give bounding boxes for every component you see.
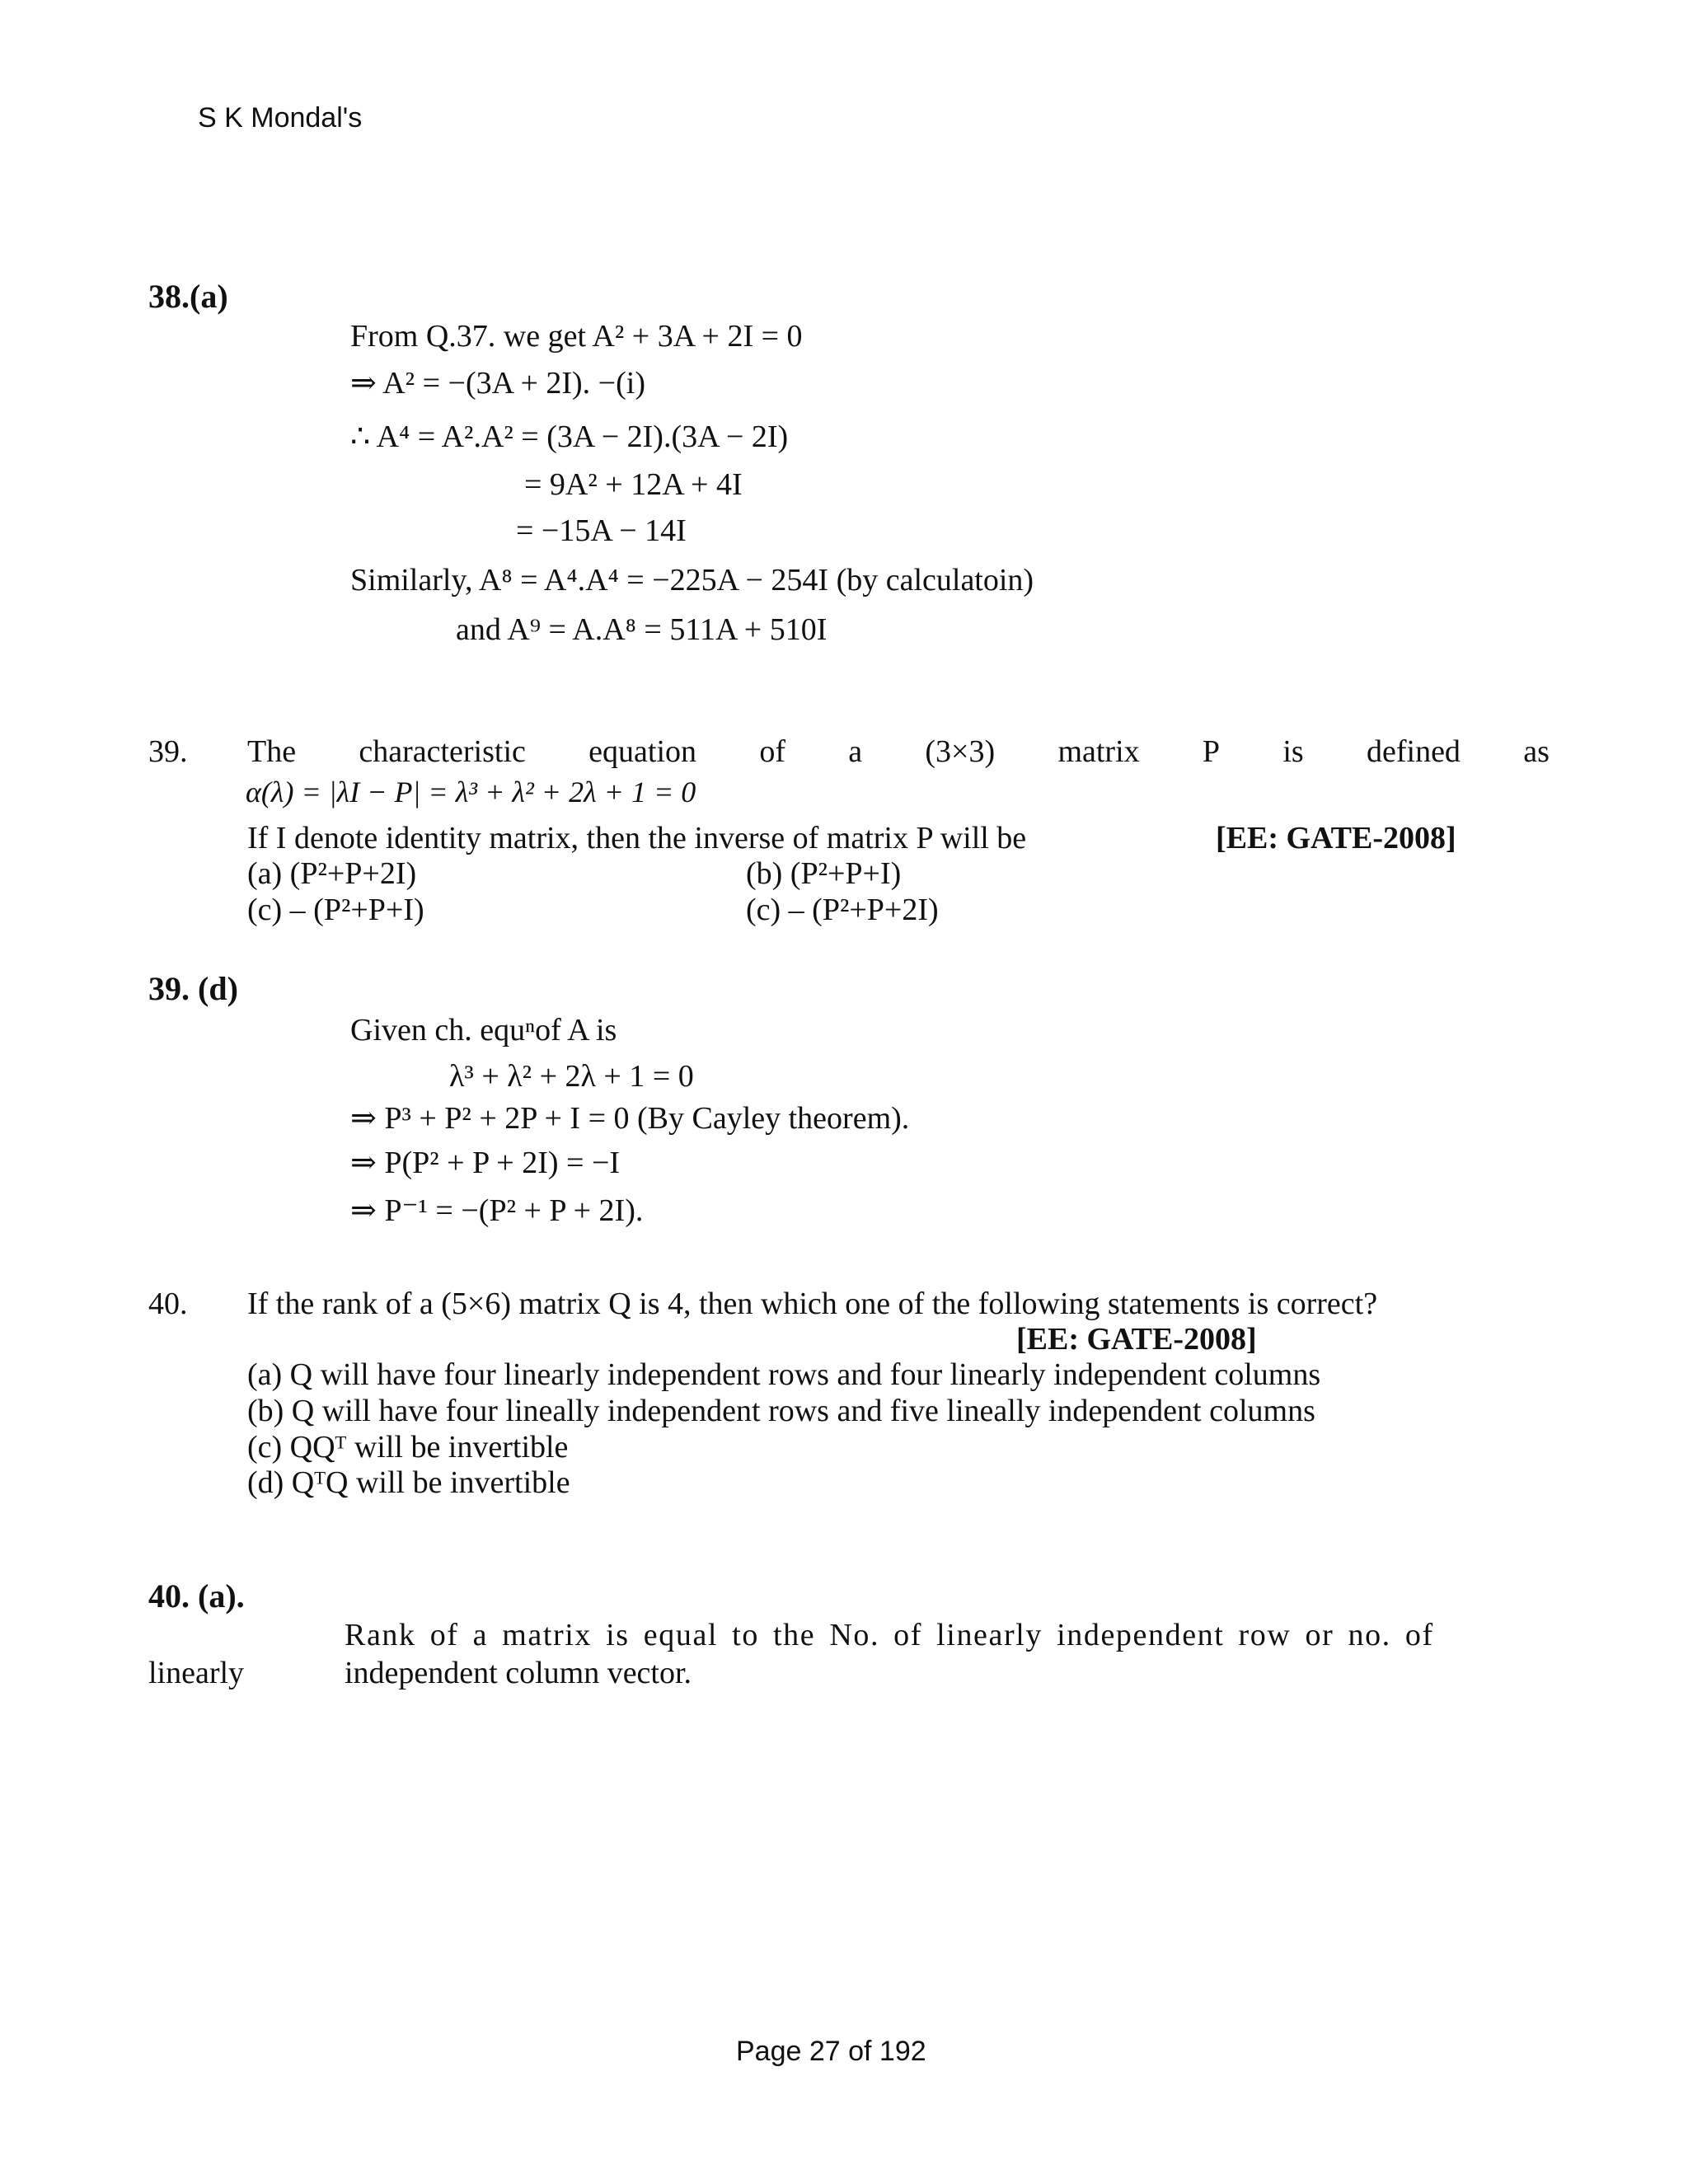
question-40-number: 40. [148, 1286, 188, 1321]
question-39-text: If I denote identity matrix, then the inverse of matrix P will be [247, 821, 1027, 855]
question-40-option-b: (b) Q will have four lineally independent rows and five lineally independent columns [247, 1394, 1315, 1428]
answer-38-line-2: ⇒ A² = −(3A + 2I). −(i) [350, 366, 645, 401]
answer-40-line-1 [345, 1617, 1550, 1653]
question-39-option-c: (c) – (P²+P+I) [247, 893, 424, 927]
page-number: Page 27 of 192 [736, 2036, 926, 2067]
answer-38-line-7: and A⁹ = A.A⁸ = 511A + 510I [456, 612, 828, 647]
question-39-option-d: (c) – (P²+P+2I) [746, 893, 939, 927]
question-40-option-a: (a) Q will have four linearly independent rows and four linearly independent columns [247, 1357, 1321, 1392]
answer-40-label: 40. (a). [148, 1577, 245, 1615]
stem-word: (3×3) [925, 734, 996, 769]
answer-38-label: 38.(a) [148, 278, 228, 315]
answer-39-line-1: Given ch. equⁿof A is [350, 1013, 617, 1047]
stem-word: P [1202, 734, 1221, 769]
answer-39-line-2: λ³ + λ² + 2λ + 1 = 0 [449, 1059, 694, 1094]
answer-38-line-3: ∴ A⁴ = A².A² = (3A − 2I).(3A − 2I) [350, 419, 789, 454]
question-40-text: If the rank of a (5×6) matrix Q is 4, then which one of the following statements is correct? [247, 1286, 1378, 1321]
stem-word: defined [1366, 734, 1461, 769]
answer-39-line-4: ⇒ P(P² + P + 2I) = −I [350, 1146, 621, 1180]
question-39-source: [EE: GATE-2008] [1216, 821, 1456, 855]
question-39-stem [247, 733, 1550, 770]
stem-word: The [247, 734, 297, 769]
answer-38-line-6: Similarly, A⁸ = A⁴.A⁴ = −225A − 254I (by calculatoin) [350, 563, 1034, 598]
answer-38-line-5: = −15A − 14I [516, 513, 687, 548]
stem-word: characteristic [359, 734, 526, 769]
stem-word: as [1523, 734, 1550, 769]
answer-40-line-2: independent column vector. [345, 1656, 692, 1690]
answer-38-line-1: From Q.37. we get A² + 3A + 2I = 0 [350, 319, 803, 354]
question-40-source: [EE: GATE-2008] [1016, 1322, 1257, 1357]
answer-39-label: 39. (d) [148, 970, 238, 1007]
question-39-number: 39. [148, 734, 188, 769]
question-39-option-b: (b) (P²+P+I) [746, 856, 902, 891]
stem-word: equation [588, 734, 697, 769]
question-40-option-d: (d) QᵀQ will be invertible [247, 1465, 570, 1500]
stem-word: a [848, 734, 863, 769]
answer-38-line-4: = 9A² + 12A + 4I [524, 467, 743, 502]
question-39-equation: α(λ) = |λI − P| = λ³ + λ² + 2λ + 1 = 0 [246, 776, 696, 808]
stem-word: is [1282, 734, 1304, 769]
answer-40-margin-word: linearly [148, 1656, 245, 1690]
answer-40-line-1-text: Rank of a matrix is equal to the No. of linearly independent row or no. of [345, 1618, 1434, 1652]
answer-39-line-5: ⇒ P⁻¹ = −(P² + P + 2I). [350, 1193, 644, 1228]
question-40-option-c: (c) QQᵀ will be invertible [247, 1430, 569, 1465]
author-header: S K Mondal's [198, 102, 363, 134]
stem-word: of [759, 734, 785, 769]
stem-word: matrix [1057, 734, 1140, 769]
answer-39-line-3: ⇒ P³ + P² + 2P + I = 0 (By Cayley theorem). [350, 1101, 910, 1136]
question-39-option-a: (a) (P²+P+2I) [247, 856, 417, 891]
